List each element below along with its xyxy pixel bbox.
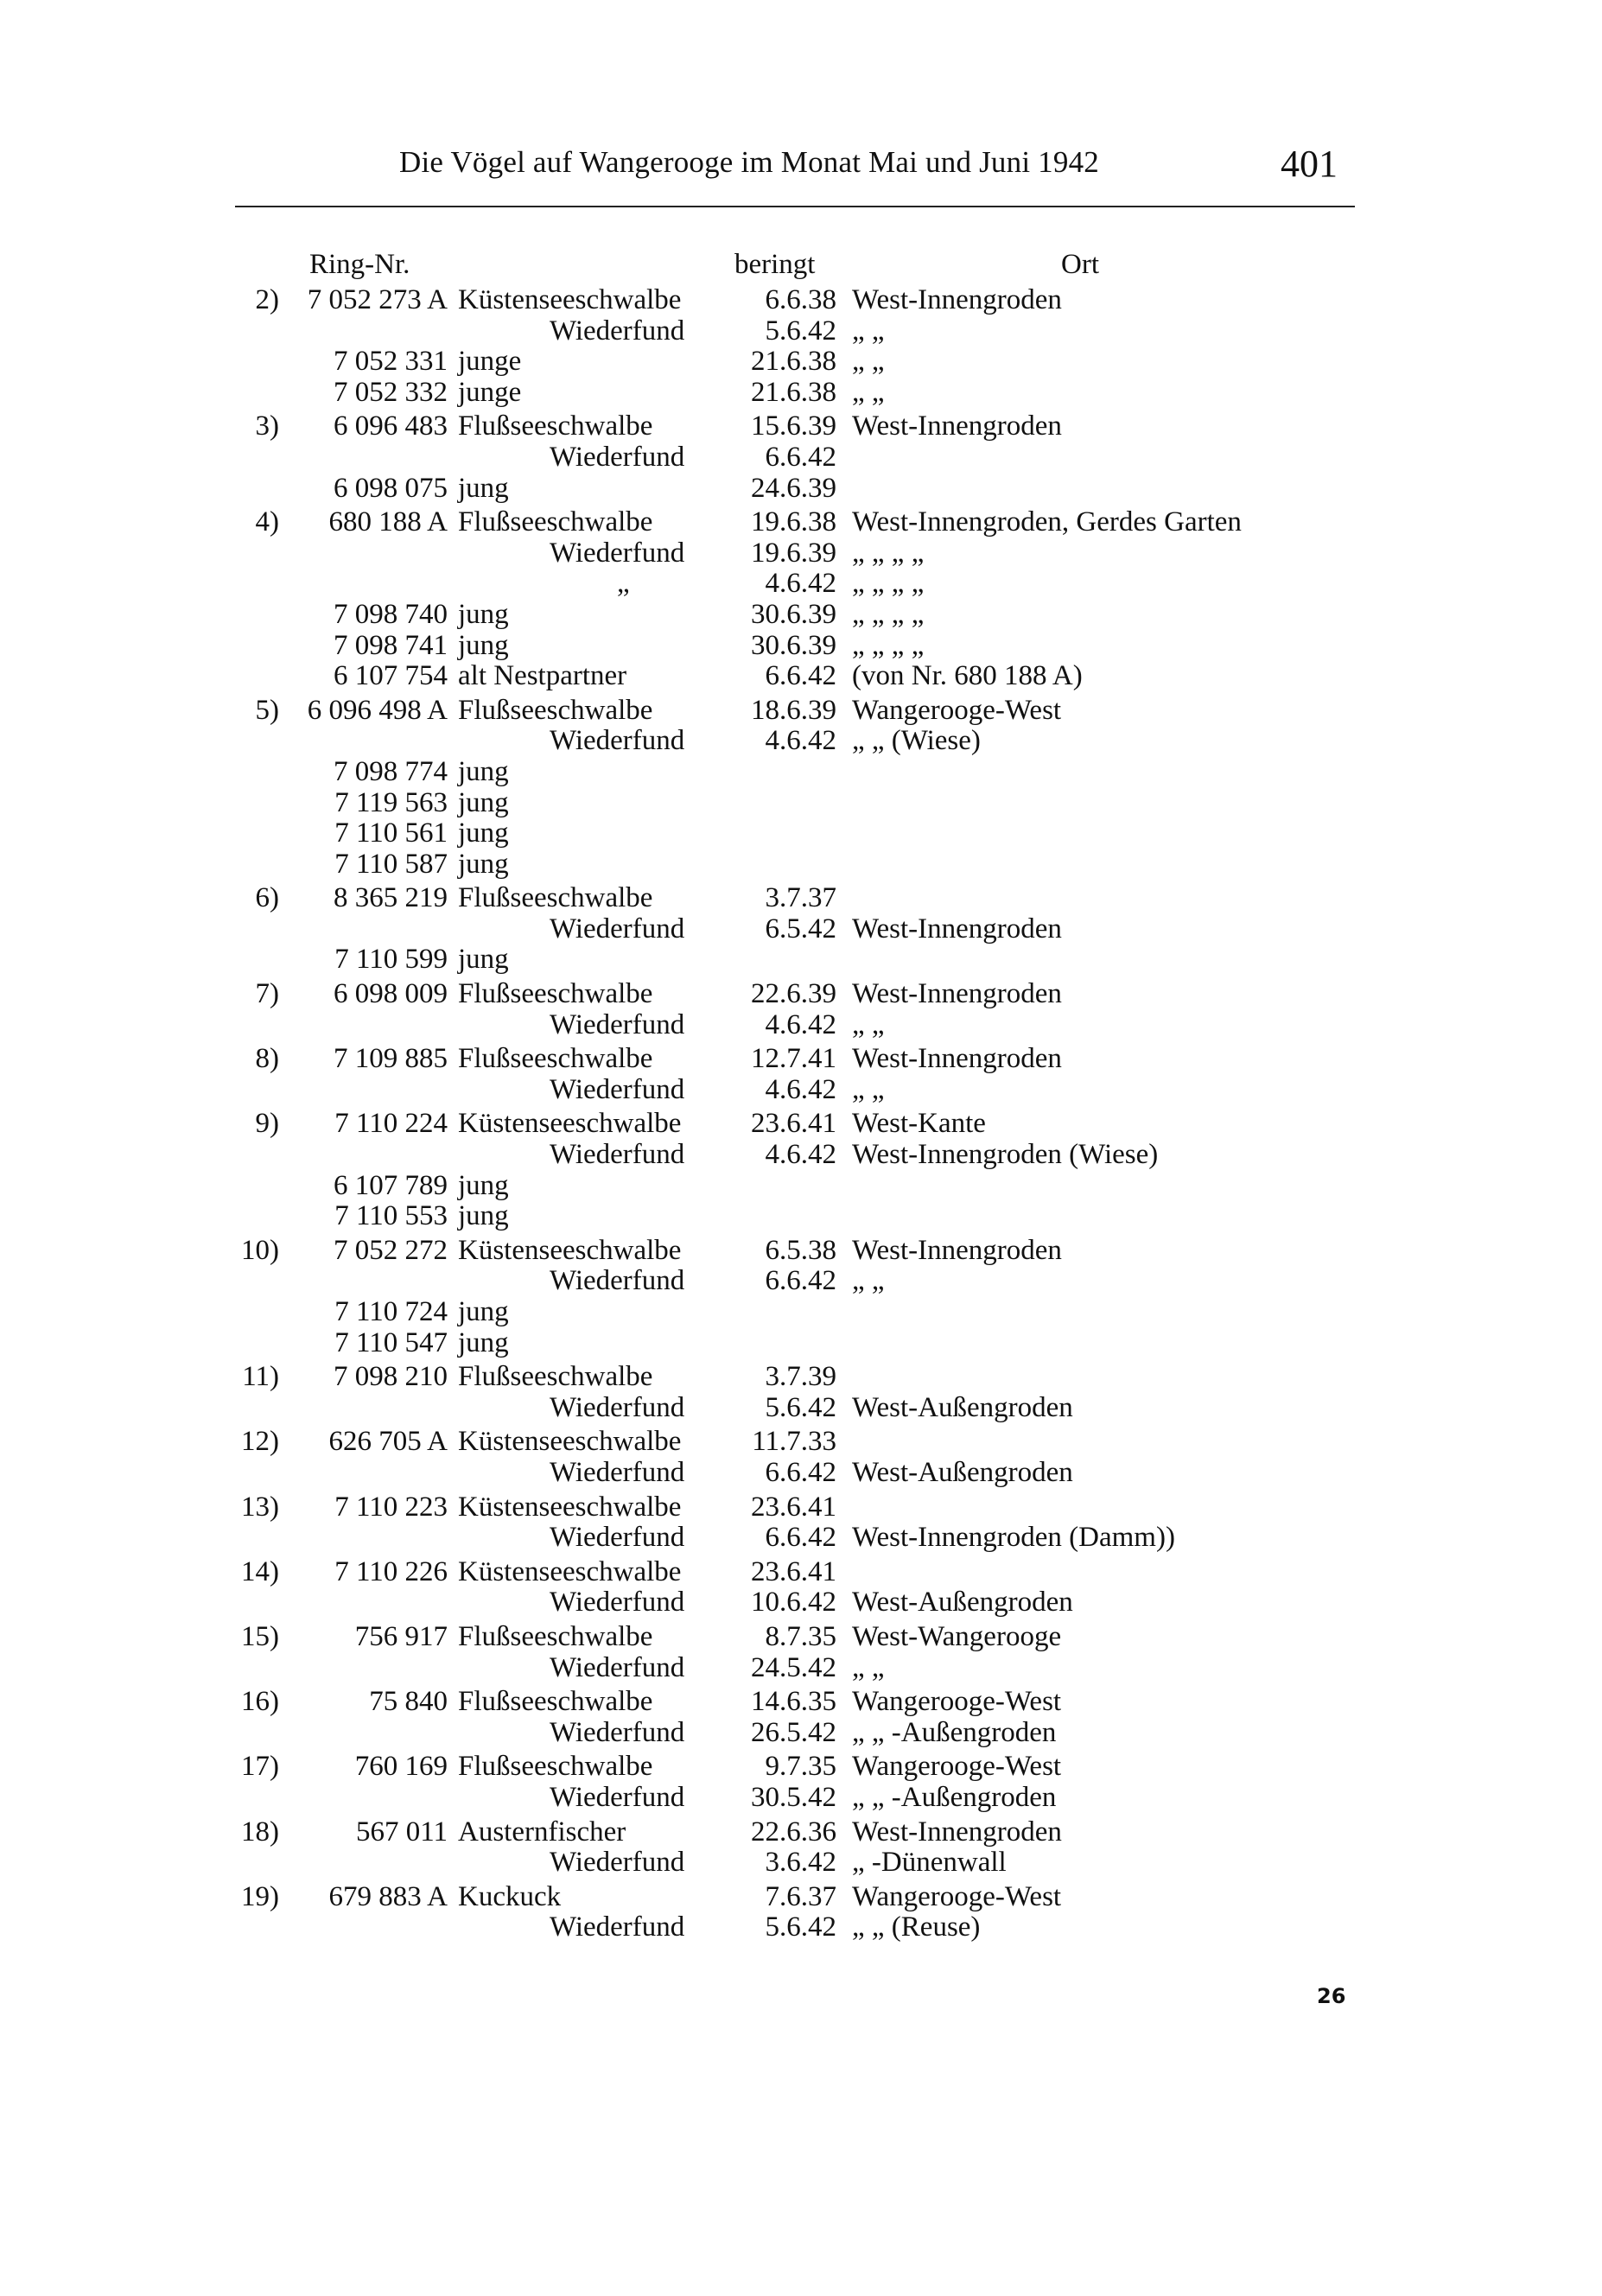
table-row [0,1266,1602,1297]
date: 18.6.39 [751,694,836,726]
table-row [0,914,1602,945]
species-or-note: Flußseeschwalbe [458,506,653,538]
entry-number: 4) [255,506,279,538]
location: West-Außengroden [852,1456,1073,1488]
table-row [0,1427,1602,1458]
date: 10.6.42 [751,1587,836,1619]
entry-number: 18) [241,1816,279,1848]
ringing-table [0,285,1602,1943]
entry-number: 5) [255,694,279,726]
date: 6.6.42 [765,1456,836,1488]
date: 6.5.42 [765,913,836,944]
table-row [0,1492,1602,1523]
species-or-note: Flußseeschwalbe [458,1751,653,1783]
location: „ „ [852,1265,885,1297]
table-row [0,1848,1602,1879]
table-row [0,1718,1602,1749]
date: 7.6.37 [765,1880,836,1912]
page-number: 401 [1281,143,1338,185]
ring-number: 6 096 483 [334,410,448,442]
date: 12.7.41 [751,1043,836,1075]
species-or-note: Austernfischer [458,1816,626,1848]
entry-number: 3) [255,410,279,442]
table-row [0,347,1602,378]
date: 3.7.39 [765,1361,836,1393]
location: West-Innengroden [852,913,1062,944]
location: West-Wangerooge [852,1620,1062,1652]
species-or-note: jung [458,755,509,787]
entry-number: 19) [241,1880,279,1912]
date: 21.6.38 [751,376,836,408]
date: 4.6.42 [765,1073,836,1105]
location: West-Innengroden [852,1043,1062,1075]
species-or-note: Flußseeschwalbe [458,1620,653,1652]
table-row [0,1622,1602,1653]
table-row [0,442,1602,474]
species-or-note: Wiederfund [550,1265,685,1297]
species-or-note: Wiederfund [550,441,685,473]
date: 23.6.41 [751,1108,836,1140]
ring-number: 7 110 223 [334,1491,448,1523]
table-row [0,788,1602,819]
table-row [0,538,1602,569]
date: 3.6.42 [765,1847,836,1879]
ring-number: 679 883 A [328,1880,448,1912]
date: 14.6.35 [751,1686,836,1718]
date: 24.6.39 [751,472,836,504]
species-or-note: Flußseeschwalbe [458,1361,653,1393]
date: 4.6.42 [765,1139,836,1171]
ring-number: 756 917 [354,1620,448,1652]
location: „ „ „ „ [852,629,925,661]
species-or-note: Küstenseeschwalbe [458,1426,682,1458]
entry-number: 12) [241,1426,279,1458]
date: 19.6.38 [751,506,836,538]
species-or-note: junge [458,376,522,408]
location: „ „ -Außengroden [852,1781,1057,1813]
table-row [0,1109,1602,1140]
date: 19.6.39 [751,537,836,569]
table-row [0,883,1602,914]
species-or-note: Wiederfund [550,1781,685,1813]
date: 4.6.42 [765,568,836,600]
signature-mark: 26 [1317,1984,1346,2008]
species-or-note: jung [458,1296,509,1327]
table-row [0,1882,1602,1913]
ring-number: 7 110 226 [334,1555,448,1587]
species-or-note: Wiederfund [550,1651,685,1683]
date: 5.6.42 [765,1911,836,1943]
table-row [0,818,1602,849]
date: 6.6.42 [765,1265,836,1297]
location: West-Innengroden, Gerdes Garten [852,506,1242,538]
ring-number: 6 098 009 [334,978,448,1010]
species-or-note: Wiederfund [550,1456,685,1488]
species-or-note: Wiederfund [550,913,685,944]
table-row [0,631,1602,662]
date: 8.7.35 [765,1620,836,1652]
location: „ „ [852,315,885,347]
species-or-note: jung [458,848,509,880]
table-row [0,1201,1602,1232]
location: West-Innengroden [852,284,1062,315]
entry-number: 7) [255,978,279,1010]
species-or-note: jung [458,944,509,976]
entry-number: 13) [241,1491,279,1523]
location: Wangerooge-West [852,1686,1062,1718]
table-row [0,979,1602,1010]
ring-number: 7 110 547 [334,1326,448,1358]
date: 3.7.37 [765,882,836,914]
table-row [0,285,1602,316]
entry-number: 11) [242,1361,279,1393]
ring-number: 7 119 563 [334,786,448,818]
location: „ „ -Außengroden [852,1716,1057,1748]
species-or-note: „ [617,568,630,600]
table-row [0,1044,1602,1075]
species-or-note: jung [458,786,509,818]
species-or-note: jung [458,472,509,504]
date: 15.6.39 [751,410,836,442]
entry-number: 8) [255,1043,279,1075]
species-or-note: Küstenseeschwalbe [458,1555,682,1587]
entry-number: 6) [255,882,279,914]
date: 21.6.38 [751,346,836,378]
date: 6.5.38 [765,1234,836,1266]
table-row [0,1817,1602,1848]
species-or-note: Wiederfund [550,1911,685,1943]
location: West-Außengroden [852,1587,1073,1619]
table-row [0,1653,1602,1684]
location: (von Nr. 680 188 A) [852,660,1083,692]
species-or-note: Wiederfund [550,1522,685,1554]
species-or-note: Flußseeschwalbe [458,1686,653,1718]
ring-number: 7 098 740 [334,598,448,630]
species-or-note: Küstenseeschwalbe [458,1491,682,1523]
ring-number: 567 011 [355,1816,448,1848]
species-or-note: alt Nestpartner [458,660,627,692]
table-row [0,1297,1602,1328]
date: 26.5.42 [751,1716,836,1748]
date: 9.7.35 [765,1751,836,1783]
location: West-Innengroden [852,978,1062,1010]
species-or-note: Wiederfund [550,1391,685,1423]
location: „ „ [852,346,885,378]
ring-number: 760 169 [354,1751,448,1783]
species-or-note: Wiederfund [550,725,685,757]
date: 23.6.41 [751,1491,836,1523]
ring-number: 7 052 332 [334,376,448,408]
entry-number: 16) [241,1686,279,1718]
table-row [0,757,1602,788]
table-row [0,1587,1602,1619]
ring-number: 7 110 724 [334,1296,448,1327]
column-header-beringt: beringt [734,249,816,280]
table-row [0,1557,1602,1588]
date: 23.6.41 [751,1555,836,1587]
location: West-Innengroden [852,1234,1062,1266]
location: „ „ „ „ [852,598,925,630]
table-row [0,1362,1602,1393]
table-row [0,411,1602,442]
table-row [0,1752,1602,1783]
species-or-note: jung [458,598,509,630]
location: West-Kante [852,1108,986,1140]
location: West-Außengroden [852,1391,1073,1423]
table-row [0,726,1602,757]
date: 24.5.42 [751,1651,836,1683]
table-row [0,1075,1602,1106]
species-or-note: Flußseeschwalbe [458,978,653,1010]
location: Wangerooge-West [852,1751,1062,1783]
ring-number: 6 098 075 [334,472,448,504]
table-row [0,569,1602,600]
table-row [0,1458,1602,1489]
species-or-note: Wiederfund [550,1008,685,1040]
location: „ „ (Reuse) [852,1911,981,1943]
ring-number: 7 052 273 A [307,284,448,315]
species-or-note: jung [458,629,509,661]
entry-number: 9) [255,1108,279,1140]
species-or-note: jung [458,1326,509,1358]
ring-number: 6 096 498 A [307,694,448,726]
table-row [0,474,1602,505]
table-row [0,600,1602,631]
table-row [0,507,1602,538]
ring-number: 7 110 224 [334,1108,448,1140]
location: „ „ [852,1651,885,1683]
column-header-ring: Ring-Nr. [309,249,410,280]
location: „ „ [852,376,885,408]
species-or-note: junge [458,346,522,378]
date: 5.6.42 [765,1391,836,1423]
header-divider [235,206,1355,207]
table-row [0,1236,1602,1267]
date: 30.6.39 [751,629,836,661]
page-header [233,145,1357,207]
entry-number: 17) [241,1751,279,1783]
ring-number: 7 110 553 [334,1200,448,1232]
species-or-note: Flußseeschwalbe [458,1043,653,1075]
ring-number: 626 705 A [328,1426,448,1458]
column-header-ort: Ort [1061,249,1099,280]
species-or-note: Wiederfund [550,315,685,347]
species-or-note: Wiederfund [550,1139,685,1171]
table-row [0,1523,1602,1554]
entry-number: 10) [241,1234,279,1266]
table-row [0,1687,1602,1718]
location: „ „ [852,1073,885,1105]
ring-number: 7 110 599 [334,944,448,976]
location: West-Innengroden [852,1816,1062,1848]
table-row [0,696,1602,727]
species-or-note: Wiederfund [550,1073,685,1105]
location: „ „ „ „ [852,537,925,569]
ring-number: 7 052 331 [334,346,448,378]
species-or-note: jung [458,1200,509,1232]
table-row [0,1393,1602,1424]
date: 4.6.42 [765,725,836,757]
entry-number: 15) [241,1620,279,1652]
species-or-note: Wiederfund [550,1716,685,1748]
species-or-note: Wiederfund [550,1847,685,1879]
date: 6.6.42 [765,441,836,473]
ring-number: 7 098 774 [334,755,448,787]
table-row [0,378,1602,409]
ring-number: 7 110 561 [334,817,448,849]
ring-number: 8 365 219 [334,882,448,914]
ring-number: 6 107 754 [334,660,448,692]
entry-number: 14) [241,1555,279,1587]
table-row [0,944,1602,976]
table-row [0,316,1602,347]
ring-number: 7 110 587 [334,848,448,880]
location: Wangerooge-West [852,694,1062,726]
species-or-note: Küstenseeschwalbe [458,284,682,315]
species-or-note: jung [458,1169,509,1201]
ring-number: 7 109 885 [334,1043,448,1075]
entry-number: 2) [255,284,279,315]
species-or-note: jung [458,817,509,849]
date: 22.6.36 [751,1816,836,1848]
ring-number: 7 052 272 [334,1234,448,1266]
location: „ „ „ „ [852,568,925,600]
species-or-note: Flußseeschwalbe [458,410,653,442]
species-or-note: Küstenseeschwalbe [458,1108,682,1140]
date: 4.6.42 [765,1008,836,1040]
date: 6.6.42 [765,1522,836,1554]
ring-number: 7 098 210 [334,1361,448,1393]
species-or-note: Wiederfund [550,1587,685,1619]
date: 22.6.39 [751,978,836,1010]
date: 11.7.33 [752,1426,836,1458]
species-or-note: Flußseeschwalbe [458,694,653,726]
location: „ -Dünenwall [852,1847,1007,1879]
location: „ „ [852,1008,885,1040]
table-row [0,1171,1602,1202]
species-or-note: Wiederfund [550,537,685,569]
table-row [0,1783,1602,1814]
date: 6.6.38 [765,284,836,315]
table-row [0,849,1602,881]
location: „ „ (Wiese) [852,725,981,757]
table-row [0,1328,1602,1359]
species-or-note: Küstenseeschwalbe [458,1234,682,1266]
ring-number: 7 098 741 [334,629,448,661]
date: 6.6.42 [765,660,836,692]
location: West-Innengroden (Damm)) [852,1522,1175,1554]
location: West-Innengroden (Wiese) [852,1139,1159,1171]
species-or-note: Kuckuck [458,1880,562,1912]
table-row [0,1140,1602,1171]
table-row [0,661,1602,692]
date: 5.6.42 [765,315,836,347]
date: 30.6.39 [751,598,836,630]
table-row [0,1912,1602,1943]
date: 30.5.42 [751,1781,836,1813]
species-or-note: Flußseeschwalbe [458,882,653,914]
ring-number: 6 107 789 [334,1169,448,1201]
location: Wangerooge-West [852,1880,1062,1912]
page-title: Die Vögel auf Wangerooge im Monat Mai und Juni 1942 [399,145,1099,179]
ring-number: 680 188 A [328,506,448,538]
ring-number: 75 840 [369,1686,448,1718]
table-row [0,1010,1602,1041]
location: West-Innengroden [852,410,1062,442]
